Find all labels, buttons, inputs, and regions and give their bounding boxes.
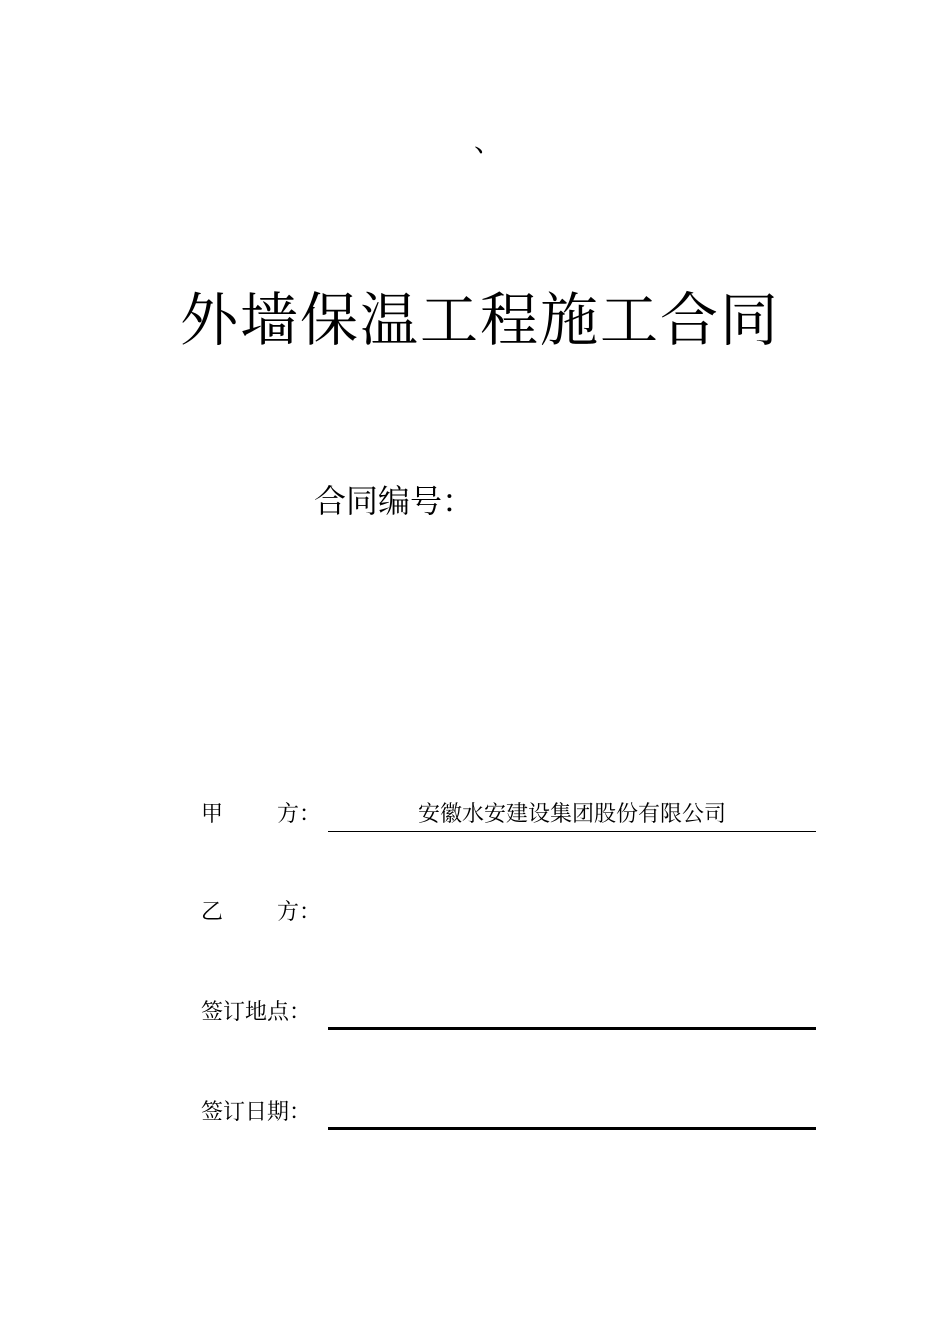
party-a-label-last: 方：: [277, 801, 322, 827]
top-mark: 、: [474, 125, 503, 158]
signing-place-row: [201, 990, 821, 1030]
party-a-value[interactable]: 安徽水安建设集团股份有限公司: [417, 801, 726, 827]
signing-date-label: 签订日期：: [201, 1099, 312, 1125]
party-b-label-first: 乙: [201, 899, 224, 925]
party-a-underline: [328, 831, 816, 832]
party-b-label-last: 方：: [277, 899, 322, 925]
signing-date-row: [201, 1090, 821, 1130]
document-title: 外墙保温工程施工合同: [179, 286, 780, 354]
party-b-row: [201, 890, 821, 930]
contract-number-label: 合同编号：: [314, 482, 475, 520]
party-b-label: [201, 900, 321, 926]
signing-place-label: 签订地点：: [201, 999, 312, 1025]
signing-place-underline: [328, 1027, 816, 1030]
party-a-label-first: 甲: [201, 801, 224, 827]
party-a-label: [201, 802, 321, 828]
party-a-row: [201, 792, 821, 832]
signing-date-underline: [328, 1127, 816, 1130]
